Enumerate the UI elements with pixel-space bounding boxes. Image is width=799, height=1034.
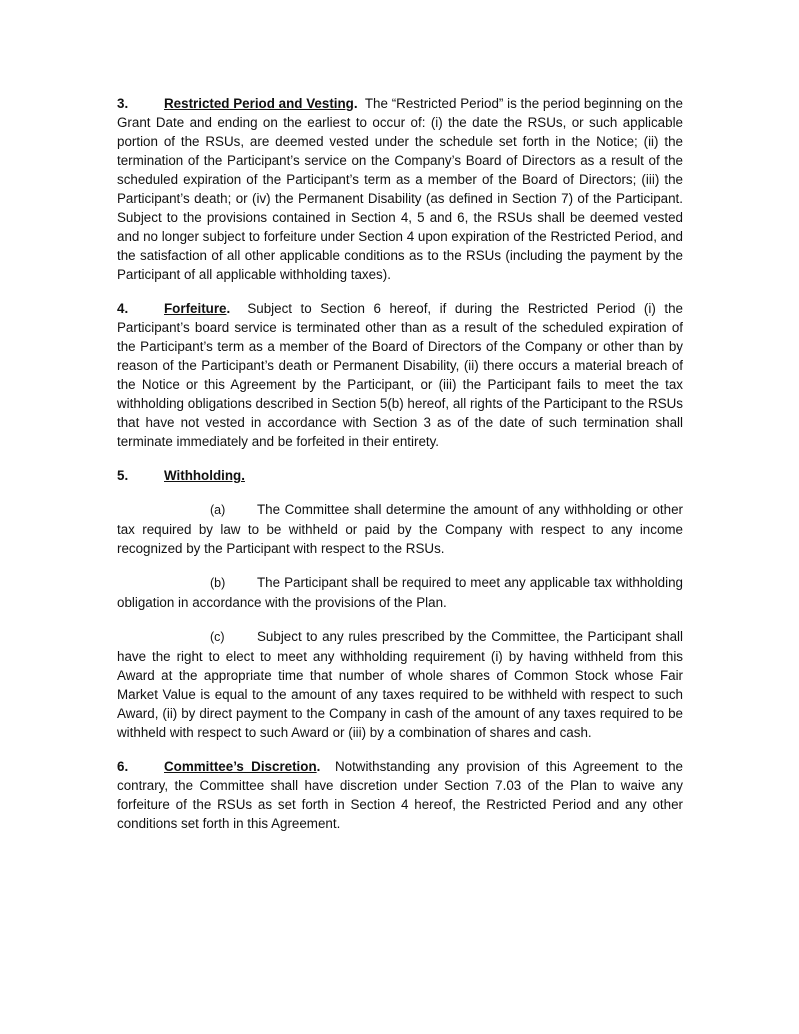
section-6-number: 6. (117, 759, 129, 774)
section-5 (117, 466, 683, 485)
section-5-heading: Withholding. (164, 468, 245, 483)
section-3 (117, 94, 683, 284)
document-page (117, 94, 683, 848)
section-6-heading: Committee’s Discretion (164, 759, 317, 774)
section-5a-label: (a) (210, 503, 226, 517)
section-3-number: 3. (117, 96, 129, 111)
section-5b-label: (b) (210, 576, 226, 590)
section-3-heading: Restricted Period and Vesting (164, 96, 354, 111)
section-6 (117, 757, 683, 833)
section-4-number: 4. (117, 301, 129, 316)
section-3-body: The “Restricted Period” is the period beginning on the Grant Date and ending on the earliest to occur of: (i) the date the RSUs, or such applicable portion of the RSUs, are deemed vested under the schedule set forth in the Notice; (ii) the termination of the Participant’s service on the Company’s Board of Directors as a result of the scheduled expiration of the Participant’s term as a member of the Board of Directors; (iii) the Participant’s death; or (iv) the Permanent Disability (as defined in Section 7) of the Participant. Subject to the provisions contained in Section 4, 5 and 6, the RSUs shall be deemed vested and no longer subject to forfeiture under Section 4 upon expiration of the Restricted Period, and the satisfaction of all other applicable conditions as to the RSUs (including the payment by the Participant of all applicable withholding taxes). (117, 96, 683, 282)
section-5-number: 5. (117, 468, 129, 483)
section-4 (117, 299, 683, 451)
section-5c-label: (c) (210, 630, 225, 644)
section-6-heading-punct: . (316, 759, 321, 774)
section-3-heading-punct: . (353, 96, 358, 111)
section-4-body: Subject to Section 6 hereof, if during the Restricted Period (i) the Participant’s board service is terminated other than as a result of the scheduled expiration of the Participant’s term as a member of the Board of Directors of the Company or other than by reason of the Participant’s death or Permanent Disability, (ii) there occurs a material breach of the Notice or this Agreement by the Participant, or (iii) the Participant fails to meet the tax withholding obligations described in Section 5(b) hereof, all rights of the Participant to the RSUs that have not vested in accordance with Section 3 as of the date of such termination shall terminate immediately and be forfeited in their entirety. (117, 301, 683, 449)
section-4-heading-punct: . (226, 301, 231, 316)
section-4-heading: Forfeiture (164, 301, 227, 316)
section-5b (117, 573, 683, 612)
section-5a-body: The Committee shall determine the amount of any withholding or other tax required by law to be withheld or paid by the Company with respect to any income recognized by the Participant with respect to the RSUs. (117, 502, 683, 556)
section-5c-body: Subject to any rules prescribed by the Committee, the Participant shall have the right to elect to meet any withholding requirement (i) by having withheld from this Award at the appropriate time that number of whole shares of Common Stock whose Fair Market Value is equal to the amount of any taxes required to be withheld with respect to such Award, (ii) by direct payment to the Company in cash of the amount of any taxes required to be withheld with respect to such Award or (iii) by a combination of shares and cash. (117, 629, 683, 740)
section-5b-body: The Participant shall be required to meet any applicable tax withholding obligation in accordance with the provisions of the Plan. (117, 575, 683, 610)
section-5a (117, 500, 683, 558)
section-6-body: Notwithstanding any provision of this Agreement to the contrary, the Committee shall have discretion under Section 7.03 of the Plan to waive any forfeiture of the RSUs as set forth in Section 4 hereof, the Restricted Period and any other conditions set forth in this Agreement. (117, 759, 683, 831)
section-5c (117, 627, 683, 742)
